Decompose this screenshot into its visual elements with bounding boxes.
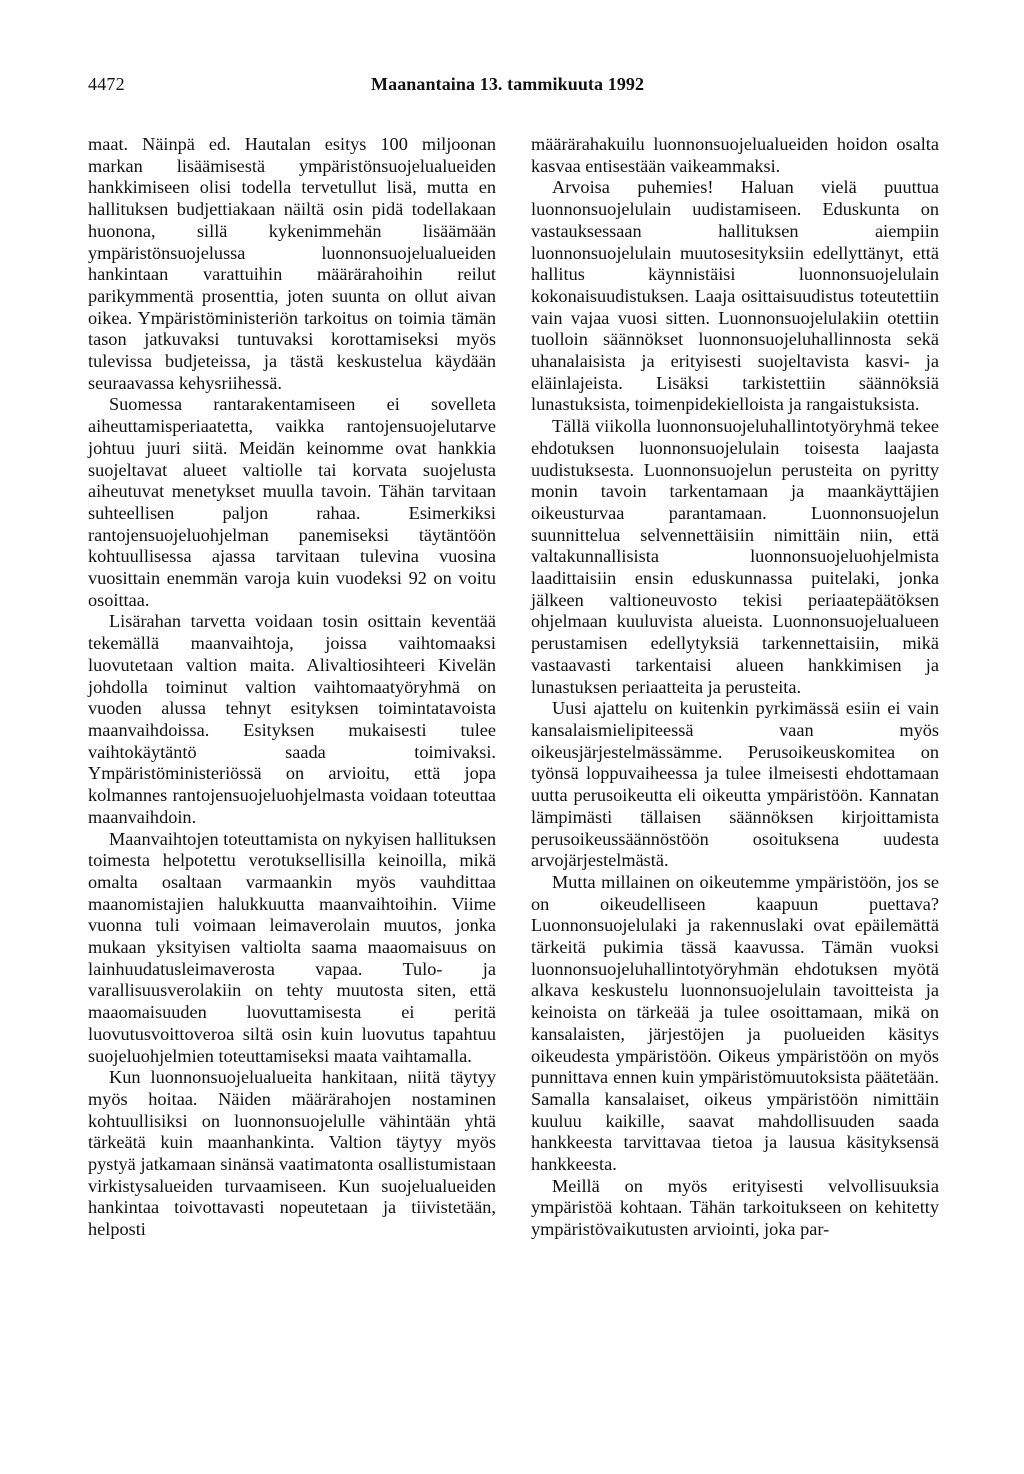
paragraph: Arvoisa puhemies! Haluan vielä puuttua luonnonsuojelulain uudistamiseen. Eduskunta on vastauksessaan hallituksen aiempiin luonnonsuojelulain muutosesityksiin edellyttänyt, että hallitus käynnistäisi luonnonsuojelulain kokonaisuudistuksen. Laaja osittaisuudistus toteutettiin vain vajaa vuosi sitten. Luonnonsuojelulakiin otettiin tuolloin säännökset luonnonsuojeluhallinnosta sekä uhanalaisista ja erityisesti suojeltavista kasvi- ja eläinlajeista. Lisäksi tarkistettiin säännöksiä lunastuksista, toimenpidekielloista ja rangaistuksista. bbox=[531, 177, 939, 415]
left-column bbox=[88, 134, 496, 1241]
page-number: 4472 bbox=[88, 74, 125, 94]
paragraph: Mutta millainen on oikeutemme ympäristöön, jos se on oikeudelliseen kaapuun puettava? Luonnonsuojelulaki ja rakennuslaki ovat epäilemättä tärkeitä pukimia tässä kaavussa. Tämän vuoksi luonnonsuojeluhallintotyöryhmän ehdotuksen myötä alkava keskustelu luonnonsuojelulain tavoitteista ja keinoista on tärkeää ja tulee osoittamaan, mikä on kansalaisten, järjestöjen ja puolueiden käsitys oikeudesta ympäristöön. Oikeus ympäristöön on myös punnittava ennen kuin ympäristömuutoksista päätetään. Samalla kansalaiset, oikeus ympäristöön nimittäin kuuluu kaikille, saavat mahdollisuuden saada hankkeesta tarvittavaa tietoa ja lausua käsityksensä hankkeesta. bbox=[531, 871, 939, 1175]
paragraph: Kun luonnonsuojelualueita hankitaan, niitä täytyy myös hoitaa. Näiden määrärahojen nostaminen kohtuullisiksi on luonnonsuojelulle vähintään yhtä tärkeätä kuin maanhankinta. Valtion täytyy myös pystyä jatkamaan sinänsä vaatimatonta osallistumistaan virkistysalueiden turvaamiseen. Kun suojelualueiden hankintaa toivottavasti nopeutetaan ja tiivistetään, helposti bbox=[88, 1067, 496, 1240]
page-header bbox=[88, 74, 968, 100]
paragraph: Tällä viikolla luonnonsuojeluhallintotyöryhmä tekee ehdotuksen luonnonsuojelulain toisesta laajasta uudistuksesta. Luonnonsuojelun perusteita on pyritty monin tavoin tarkentamaan ja maankäyttäjien oikeusturvaa parantamaan. Luonnonsuojelun suunnittelua selvennettäisiin nimittäin niin, että valtakunnallisista luonnonsuojeluohjelmista laadittaisiin ensin eduskunnassa puitelaki, jonka jälkeen valtioneuvosto tekisi periaatepäätöksen ohjelmaan kuuluvista alueista. Luonnonsuojelualueen perustamisen edellytyksiä tarkennettaisiin, mikä vastaavasti tarkentaisi alueen hankkimisen ja lunastuksen periaatteita ja perusteita. bbox=[531, 416, 939, 697]
paragraph: maat. Näinpä ed. Hautalan esitys 100 miljoonan markan lisäämisestä ympäristönsuojelualueiden hankkimiseen olisi todella tervetullut lisä, mutta en hallituksen budjettiakaan näiltä osin pidä todellakaan huonona, sillä kykenimmehän lisäämään ympäristönsuojelussa luonnonsuojelualueiden hankintaan varattuihin määrärahoihin reilut parikymmentä prosenttia, joten suunta on ollut aivan oikea. Ympäristöministeriön tarkoitus on toimia tämän tason jatkuvaksi tuntuvaksi korottamiseksi myös tulevissa budjeteissa, ja tästä keskustelua käydään seuraavassa kehysriihessä. bbox=[88, 134, 496, 393]
paragraph: Uusi ajattelu on kuitenkin pyrkimässä esiin ei vain kansalaismielipiteessä vaan myös oikeusjärjestelmässämme. Perusoikeuskomitea on työnsä loppuvaiheessa ja tulee ilmeisesti ehdottamaan uutta perusoikeutta eli oikeutta ympäristöön. Kannatan lämpimästi tällaisen säännöksen kirjoittamista perusoikeussäännöstöön osoituksena uudesta arvojärjestelmästä. bbox=[531, 698, 939, 871]
paragraph: Suomessa rantarakentamiseen ei sovelleta aiheuttamisperiaatetta, vaikka rantojensuojelutarve johtuu juuri siitä. Meidän keinomme ovat hankkia suojeltavat alueet valtiolle tai korvata suojelusta aiheutuvat menetykset muulla tavoin. Tähän tarvitaan suhteellisen paljon rahaa. Esimerkiksi rantojensuojeluohjelman panemiseksi täytäntöön kohtuullisessa ajassa tarvitaan tulevina vuosina vuosittain enemmän varoja kuin vuodeksi 92 on voitu osoittaa. bbox=[88, 394, 496, 610]
paragraph: Meillä on myös erityisesti velvollisuuksia ympäristöä kohtaan. Tähän tarkoitukseen on kehitetty ympäristövaikutusten arviointi, joka par- bbox=[531, 1175, 939, 1240]
paragraph: määrärahakuilu luonnonsuojelualueiden hoidon osalta kasvaa entisestään vaikeammaksi. bbox=[531, 134, 939, 176]
paragraph: Maanvaihtojen toteuttamista on nykyisen hallituksen toimesta helpotettu verotuksellisilla keinoilla, mikä omalta osaltaan varmaankin myös vauhdittaa maanomistajien halukkuutta maanvaihtoihin. Viime vuonna tuli voimaan leimaverolain muutos, jonka mukaan yksityisen valtiolta saama maaomaisuus on lainhuudatusleimaverosta vapaa. Tulo- ja varallisuusverolakiin on tehty muutosta siten, että maaomaisuuden luovuttamisesta ei peritä luovutusvoittoveroa siltä osin kuin luovutus tapahtuu suojeluohjelmien toteuttamiseksi maata vaihtamalla. bbox=[88, 828, 496, 1066]
paragraph: Lisärahan tarvetta voidaan tosin osittain keventää tekemällä maanvaihtoja, joissa vaihtomaaksi luovutetaan valtion maita. Alivaltiosihteeri Kivelän johdolla toiminut valtion vaihtomaatyöryhmä on vuoden alussa tehnyt esityksen toimintatavoista maanvaihdoissa. Esityksen mukaisesti tulee vaihtokäytäntö saada toimivaksi. Ympäristöministeriössä on arvioitu, että jopa kolmannes rantojensuojeluohjelmasta voidaan toteuttaa maanvaihdoin. bbox=[88, 611, 496, 827]
running-head: Maanantaina 13. tammikuuta 1992 bbox=[371, 74, 645, 94]
right-column bbox=[531, 134, 939, 1241]
